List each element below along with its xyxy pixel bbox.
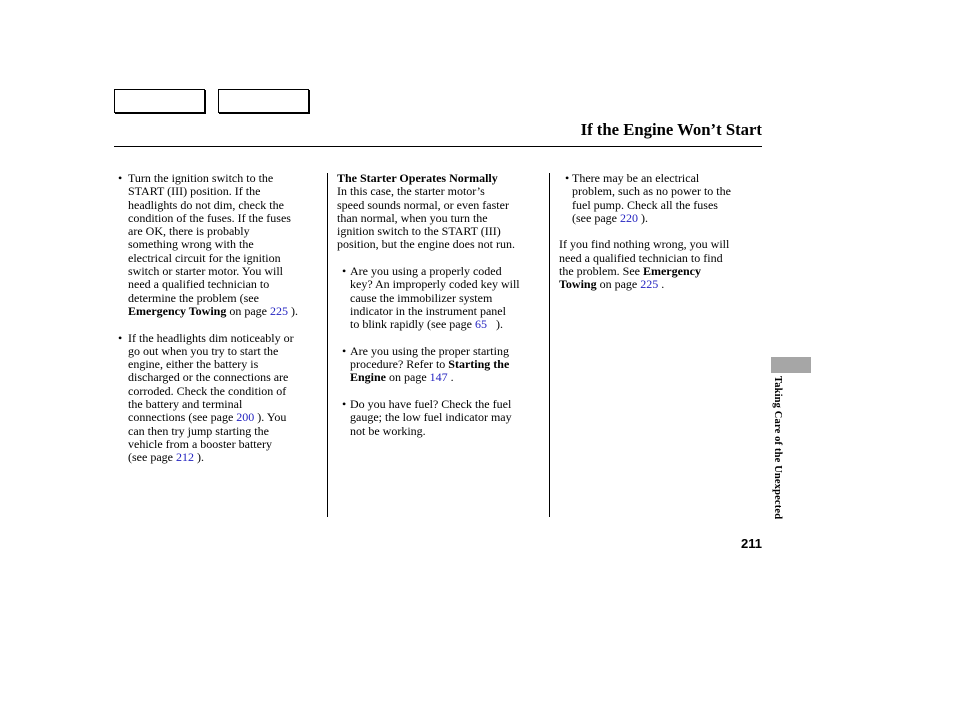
page-title: If the Engine Won’t Start [580,120,762,139]
section-tab-label: Taking Care of the Unexpected [772,376,783,520]
column-left [118,172,323,478]
bullet-mark: • [118,171,123,185]
text-line [572,172,759,185]
text-line [128,358,323,371]
text-run: the battery and terminal [128,397,243,412]
text-run: something wrong with the [128,237,254,252]
text-run: are OK, there is probably [128,224,250,239]
text-line [559,238,759,251]
text-run: on page [226,303,270,318]
text-line [128,451,323,464]
text-run: There may be an electrical [572,171,700,185]
text-run: START (III) position. If the [128,184,261,199]
text-run: Turn the ignition switch to the [128,171,274,185]
bold-text: The Starter Operates Normally [337,171,498,185]
text-line [128,305,323,318]
text-lines [559,238,759,291]
text-line [572,185,759,198]
text-run: engine, either the battery is [128,357,259,372]
text-lines [572,172,759,225]
text-line [128,199,323,212]
text-lines [128,332,323,465]
text-line [128,438,323,451]
text-run: problem, such as no power to the [572,184,731,199]
text-line [350,425,545,438]
bullet-item [337,265,545,331]
text-run: cause the immobilizer system [350,290,493,305]
text-line [350,411,545,424]
text-run: electrical circuit for the ignition [128,250,281,265]
text-lines [350,345,545,385]
text-run: ). [288,303,298,318]
bullet-mark: • [342,397,347,412]
text-line [128,172,323,185]
text-run: corroded. Check the condition of [128,383,287,398]
text-line [128,278,323,291]
text-line [350,292,545,305]
page-link[interactable]: 225 [640,277,659,292]
bold-text: Towing [559,277,597,292]
column-middle [337,172,545,451]
paragraph [559,238,759,291]
bold-text: Starting the [448,357,510,372]
text-run: need a qualified technician to find [559,250,723,265]
text-run: Are you using a properly coded [350,264,502,279]
bullet-mark: • [342,264,347,279]
text-line [350,278,545,291]
column-divider [327,173,328,517]
bullet-item [337,345,545,385]
text-line [128,252,323,265]
paragraph [337,172,545,252]
text-line [350,345,545,358]
column-right [559,172,759,305]
text-line [559,252,759,265]
text-run: (see page [572,210,620,225]
text-line [128,385,323,398]
text-line [572,199,759,212]
text-run: key? An improperly coded key will [350,277,520,292]
text-run: gauge; the low fuel indicator may [350,410,512,425]
text-line [337,199,545,212]
text-run: ). [486,317,503,332]
text-line [350,265,545,278]
bullet-item [118,332,323,465]
bold-text: Emergency [642,264,701,279]
text-run: connections (see page [128,410,237,425]
text-line [128,332,323,345]
text-run: If you find nothing wrong, you will [559,237,730,252]
text-run: not be working. [350,423,426,438]
bullet-mark: • [342,343,347,358]
text-line [350,318,545,331]
text-line [559,278,759,291]
text-run: condition of the fuses. If the fuses [128,210,291,225]
text-line [128,185,323,198]
text-run: on page [386,370,430,385]
text-run: switch or starter motor. You will [128,264,283,279]
text-line [350,398,545,411]
text-line [128,212,323,225]
page-link[interactable]: 220 [619,210,638,225]
text-line [337,185,545,198]
bold-text: Engine [350,370,387,385]
text-line [572,212,759,225]
text-line [350,305,545,318]
text-run: . [447,370,454,385]
text-run: need a qualified technician to [128,277,270,292]
text-line [559,265,759,278]
column-divider [549,173,550,517]
text-line [128,225,323,238]
text-run: can then try jump starting the [128,423,269,438]
text-run: vehicle from a booster battery [128,436,272,451]
text-run: ). You [254,410,287,425]
text-run: speed sounds normal, or even faster [337,197,509,212]
text-run: In this case, the starter motor’s [337,184,485,199]
bullet-item [337,398,545,438]
text-line [128,371,323,384]
text-run: procedure? Refer to [350,357,449,372]
text-line [128,238,323,251]
text-run: Are you using the proper starting [350,343,509,358]
bullet-mark: • [565,171,570,185]
text-line [128,411,323,424]
text-run: (see page [128,450,176,465]
text-line [128,265,323,278]
text-line [337,172,545,185]
page-link[interactable]: 147 [429,370,448,385]
text-run: position, but the engine does not run. [337,237,515,252]
page-link[interactable]: 200 [236,410,255,425]
text-run: than normal, when you turn the [337,210,488,225]
text-lines [350,398,545,438]
text-lines [350,265,545,331]
page-link[interactable]: 225 [270,303,288,318]
bullet-item [559,172,759,225]
header-rule [114,146,762,147]
bullet-item [118,172,323,318]
text-line [350,371,545,384]
text-line [128,345,323,358]
text-line [337,212,545,225]
page-link[interactable]: 65 [474,317,487,332]
nav-button-right[interactable] [218,89,309,113]
page-number: 211 [741,536,762,551]
section-tab-marker[interactable] [771,357,811,373]
text-run: the problem. See [559,264,643,279]
text-run: ). [193,450,204,465]
text-run: If the headlights dim noticeably or [128,330,294,345]
text-run: ignition switch to the START (III) [337,224,501,239]
text-run: discharged or the connections are [128,370,289,385]
text-run: Do you have fuel? Check the fuel [350,397,512,412]
text-run: indicator in the instrument panel [350,303,506,318]
text-line [128,292,323,305]
text-lines [337,172,545,252]
page-link[interactable]: 212 [175,450,194,465]
text-run: go out when you try to start the [128,343,279,358]
text-line [128,425,323,438]
text-run: fuel pump. Check all the fuses [572,197,718,212]
text-line [337,225,545,238]
text-run: headlights do not dim, check the [128,197,284,212]
text-line [350,358,545,371]
text-run: determine the problem (see [128,290,259,305]
nav-button-left[interactable] [114,89,205,113]
text-run: on page [596,277,641,292]
text-lines [128,172,323,318]
bullet-mark: • [118,330,123,345]
text-run: . [658,277,665,292]
text-line [128,398,323,411]
text-run: ). [637,210,648,225]
bold-text: Emergency Towing [128,303,227,318]
text-run: to blink rapidly (see page [350,317,475,332]
text-line [337,238,545,251]
